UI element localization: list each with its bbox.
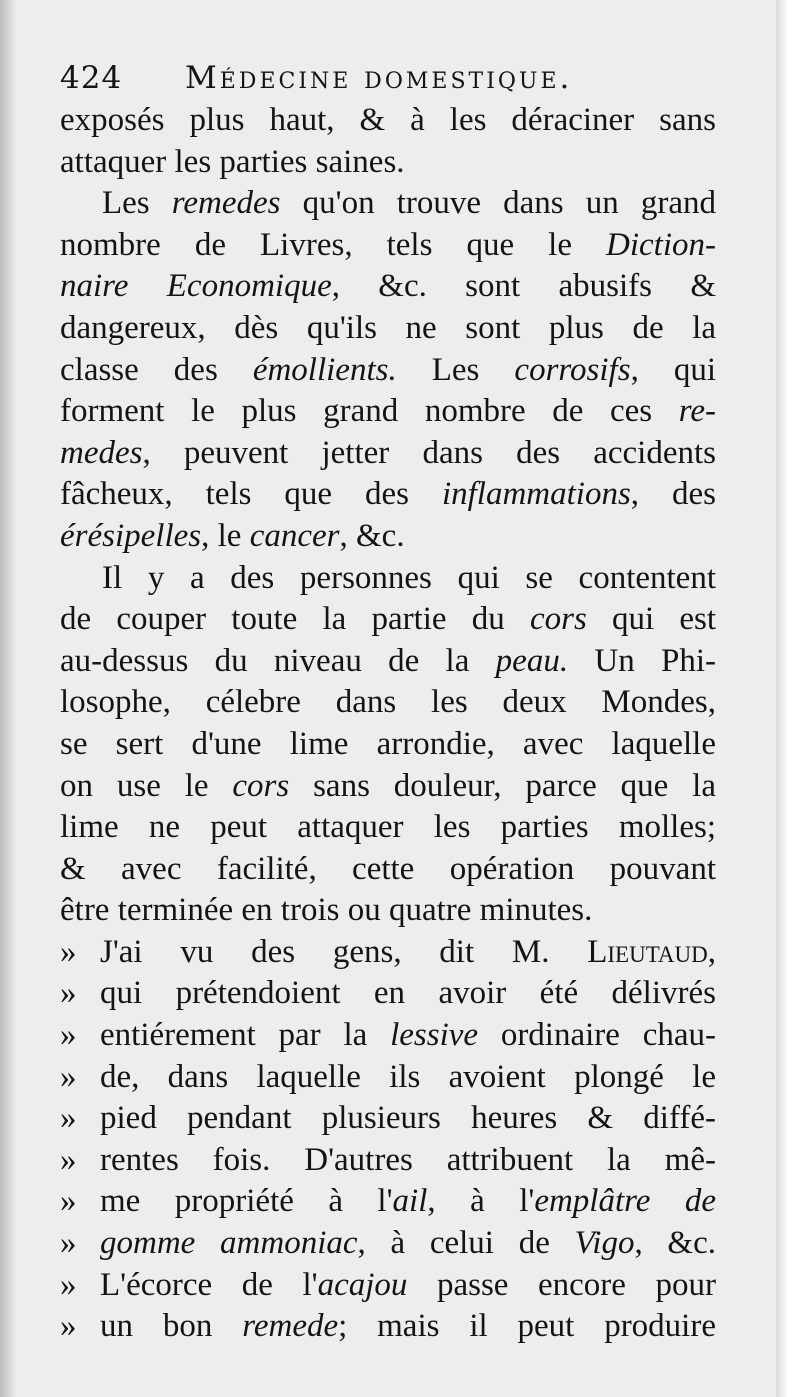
text-line: » pied pendant plusieurs heures & diffé- — [60, 1098, 716, 1140]
text-line: » L'écorce de l'acajou passe encore pour — [60, 1265, 716, 1307]
text-line: se sert d'une lime arrondie, avec laquelle — [60, 725, 716, 762]
small-caps-name: Lieutaud — [587, 933, 708, 970]
italic-text: emplâtre de — [534, 1183, 716, 1220]
page-left-shadow — [0, 0, 16, 1397]
italic-text: cors — [529, 601, 587, 638]
text-line: exposés plus haut, & à les déraciner sans — [60, 102, 716, 138]
quote-mark: » — [60, 1183, 77, 1220]
text-line: » J'ai vu des gens, dit M. Lieutaud, — [60, 932, 716, 974]
text-line: naire Economique, &c. sont abusifs & — [60, 268, 716, 305]
quote-mark: » — [60, 1225, 77, 1262]
italic-text: remede — [242, 1308, 339, 1345]
italic-text: gomme ammoniac — [100, 1225, 358, 1262]
quote-mark: » — [60, 1266, 77, 1303]
text-line: dangereux, dès qu'ils ne sont plus de la — [60, 309, 716, 346]
text-line: nombre de Livres, tels que le Diction- — [60, 226, 716, 263]
text-line: » entiérement par la lessive ordinaire chau- — [60, 1015, 716, 1057]
text-line: » qui prétendoient en avoir été délivrés — [60, 973, 716, 1015]
text-line: Les remedes qu'on trouve dans un grand — [102, 185, 716, 222]
quote-mark: » — [60, 975, 77, 1012]
italic-text: Diction- — [606, 226, 716, 263]
italic-text: remedes — [171, 185, 281, 222]
italic-text: re- — [678, 393, 716, 430]
italic-text: peau. — [495, 642, 569, 679]
quote-mark: » — [60, 1100, 77, 1137]
text-line: » gomme ammoniac, à celui de Vigo, &c. — [60, 1223, 716, 1265]
text-line: on use le cors sans douleur, parce que la — [60, 767, 716, 804]
text-line: au-dessus du niveau de la peau. Un Phi- — [60, 642, 716, 679]
italic-text: lessive — [390, 1017, 479, 1054]
italic-text: ail — [392, 1183, 428, 1220]
text-line: » de, dans laquelle ils avoient plongé le — [60, 1057, 716, 1099]
text-line: forment le plus grand nombre de ces re- — [60, 393, 716, 430]
quote-mark: » — [60, 1308, 77, 1345]
quote-mark: » — [60, 1141, 77, 1178]
text-line: fâcheux, tels que des inflammations, des — [60, 476, 716, 513]
text-line: » un bon remede; mais il peut produire — [60, 1306, 716, 1348]
page-right-margin — [776, 0, 800, 1397]
italic-text: medes — [60, 434, 143, 471]
italic-text: émollients. — [252, 351, 397, 388]
page-header — [60, 56, 720, 100]
text-line: Il y a des personnes qui se contentent — [102, 559, 716, 596]
running-head: Médecine domestique. — [185, 60, 573, 96]
text-line: medes, peuvent jetter dans des accidents — [60, 434, 716, 471]
italic-text: corrosifs — [514, 351, 631, 388]
body-text — [60, 100, 716, 1348]
italic-text: cors — [232, 767, 290, 804]
italic-text: acajou — [317, 1266, 408, 1303]
text-line: lime ne peut attaquer les parties molles; — [60, 809, 716, 846]
text-line: attaquer les parties saines. — [60, 143, 405, 180]
text-line: » rentes fois. D'autres attribuent la mê- — [60, 1140, 716, 1182]
italic-text: érésipelles — [60, 517, 202, 554]
text-line: classe des émollients. Les corrosifs, qui — [60, 351, 716, 388]
text-line: de couper toute la partie du cors qui est — [60, 601, 716, 638]
page-number: 424 — [60, 60, 123, 96]
italic-text: naire Economique — [60, 268, 332, 305]
text-line: losophe, célebre dans les deux Mondes, — [60, 684, 716, 721]
italic-text: cancer — [249, 517, 340, 554]
quote-mark: » — [60, 933, 77, 970]
italic-text: inflammations — [441, 476, 631, 513]
text-line: » me propriété à l'ail, à l'emplâtre de — [60, 1181, 716, 1223]
text-line: & avec facilité, cette opération pouvant — [60, 850, 716, 887]
text-line: être terminée en trois ou quatre minutes. — [60, 892, 593, 929]
italic-text: Vigo — [574, 1225, 635, 1262]
text-line: érésipelles, le cancer, &c. — [60, 517, 405, 554]
quote-mark: » — [60, 1017, 77, 1054]
quote-mark: » — [60, 1058, 77, 1095]
